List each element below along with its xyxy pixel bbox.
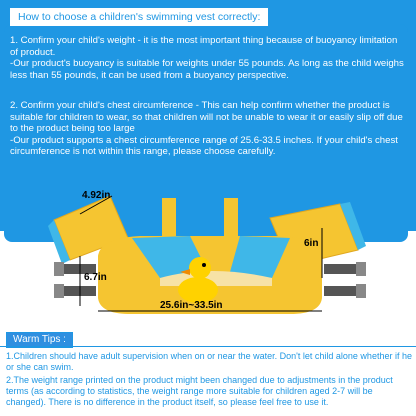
- warm-tips-label: Warm Tips :: [6, 332, 73, 348]
- step-1: [10, 35, 404, 81]
- tip-1: 1.Children should have adult supervision when on or near the water. Don't let child alone whether if he or she can swim.: [6, 351, 412, 373]
- step-2-main: 2. Confirm your child's chest circumference - This can help confirm whether the product is suitable for children to wear, so that children will not be unable to wear it or easily slip off due to the product being too large: [10, 100, 403, 135]
- tip-2: 2.The weight range printed on the product might been changed due to adjustments in the product terms (as according to statistics, the weight range more suitable for children aged 2-7 will be changed). There is no difference in the product itself, so please feel free to use it.: [6, 375, 393, 408]
- tips-divider: [0, 346, 416, 347]
- left-strap: [162, 198, 176, 240]
- step-2: [10, 100, 404, 158]
- right-strap: [224, 198, 238, 240]
- vest-illustration: [40, 168, 380, 318]
- left-height-label: 6.7in: [84, 272, 107, 283]
- step-1-main: 1. Confirm your child's weight - it is the most important thing because of buoyancy limitation of product.: [10, 35, 398, 58]
- page-title: How to choose a children's swimming vest correctly:: [10, 8, 268, 26]
- step-2-detail: -Our product supports a chest circumference range of 25.6-33.5 inches. If your child's chest circumference is not within this range, please choose carefully.: [10, 134, 398, 158]
- width-dimension-label: 4.92in: [82, 190, 111, 201]
- right-height-label: 6in: [304, 238, 319, 249]
- chest-dimension-label: 25.6in~33.5in: [160, 300, 223, 311]
- step-1-detail: -Our product's buoyancy is suitable for weights under 55 pounds. As long as the child weighs less than 55 pounds, it can be used from a buoyancy perspective.: [10, 58, 404, 81]
